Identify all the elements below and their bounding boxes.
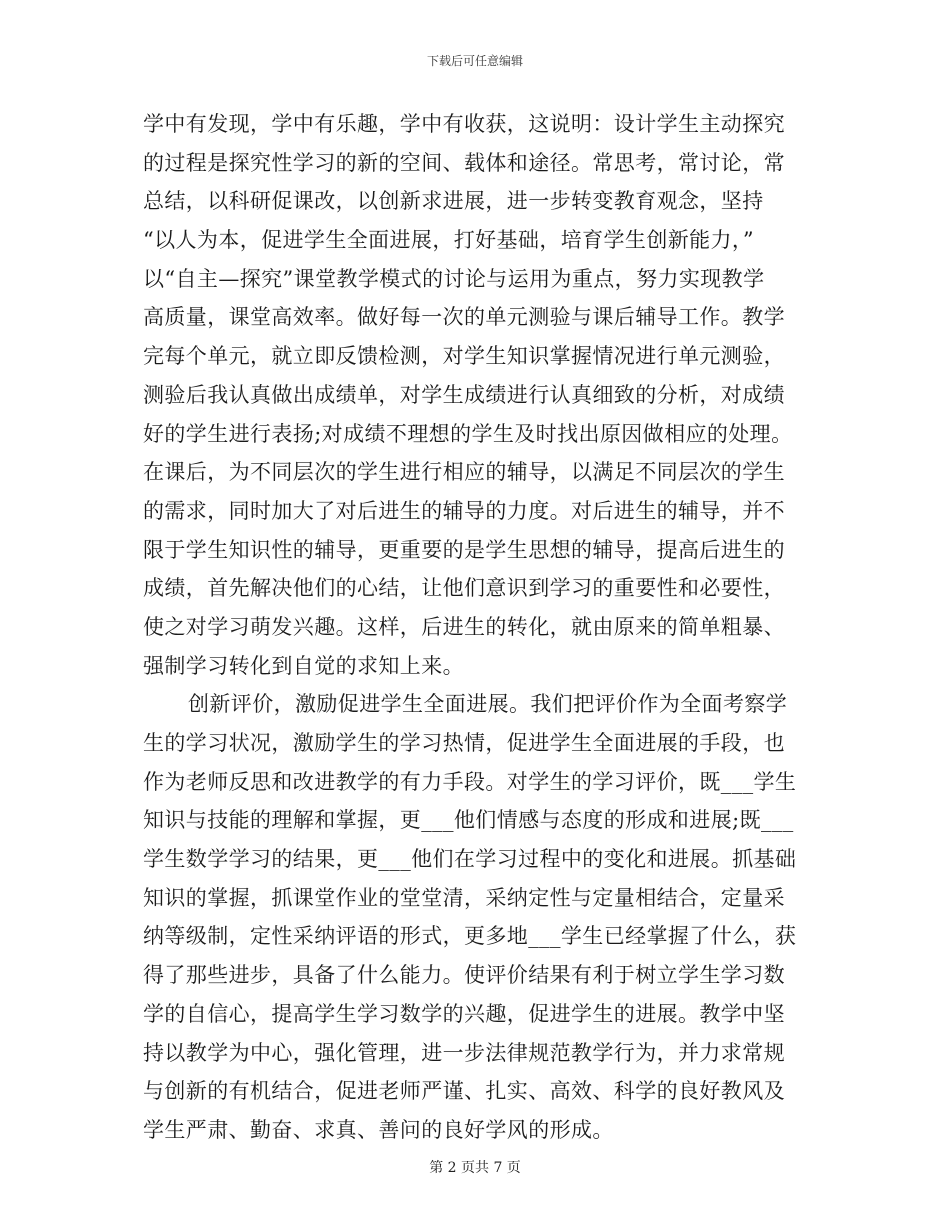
text-line: 得了那些进步，具备了什么能力。使评价结果有利于树立学生学习数 bbox=[143, 963, 785, 988]
text-line: “以人为本，促进学生全面进展，打好基础，培育学生创新能力，” bbox=[143, 228, 754, 253]
text-line: 知识与技能的理解和掌握，更___他们情感与态度的形成和进展;既___ bbox=[143, 808, 794, 833]
text-line: 学的自信心，提高学生学习数学的兴趣，促进学生的进展。教学中坚 bbox=[143, 1001, 785, 1026]
paragraph-start-line: 创新评价，激励促进学生全面进展。我们把评价作为全面考察学 bbox=[188, 692, 788, 717]
text-line: 限于学生知识性的辅导，更重要的是学生思想的辅导，提高后进生的 bbox=[143, 537, 785, 562]
text-line: 以“自主—探究”课堂教学模式的讨论与运用为重点，努力实现教学 bbox=[143, 266, 765, 291]
text-line: 纳等级制，定性采纳评语的形式，更多地___学生已经掌握了什么，获 bbox=[143, 924, 797, 949]
text-line: 学生数学学习的结果，更___他们在学习过程中的变化和进展。抓基础 bbox=[143, 847, 797, 872]
text-line: 使之对学习萌发兴趣。这样，后进生的转化，就由原来的简单粗暴、 bbox=[143, 614, 785, 639]
text-line: 学中有发现，学中有乐趣，学中有收获，这说明：设计学生主动探究 bbox=[143, 112, 785, 136]
page-footer: 第 2 页共 7 页 bbox=[429, 1160, 521, 1176]
text-line: 在课后，为不同层次的学生进行相应的辅导，以满足不同层次的学生 bbox=[143, 460, 785, 485]
text-line: 知识的掌握，抓课堂作业的堂堂清，采纳定性与定量相结合，定量采 bbox=[143, 885, 785, 910]
text-line: 总结，以科研促课改，以创新求进展，进一步转变教育观念，坚持 bbox=[143, 189, 764, 214]
text-line: 持以教学为中心，强化管理，进一步法律规范教学行为，并力求常规 bbox=[143, 1040, 785, 1065]
document-body bbox=[143, 105, 811, 1150]
text-line: 与创新的有机结合，促进老师严谨、扎实、高效、科学的良好教风及 bbox=[143, 1079, 785, 1104]
text-line: 的过程是探究性学习的新的空间、载体和途径。常思考，常讨论，常 bbox=[143, 150, 785, 175]
text-line: 学生严肃、勤奋、求真、善问的良好学风的形成。 bbox=[143, 1117, 614, 1142]
text-line: 测验后我认真做出成绩单，对学生成绩进行认真细致的分析，对成绩 bbox=[143, 382, 785, 407]
text-line: 好的学生进行表扬;对成绩不理想的学生及时找出原因做相应的处理。 bbox=[143, 421, 793, 446]
text-line: 成绩，首先解决他们的心结，让他们意识到学习的重要性和必要性， bbox=[143, 576, 785, 601]
text-line: 作为老师反思和改进教学的有力手段。对学生的学习评价，既___学生 bbox=[143, 769, 797, 794]
text-line: 生的学习状况，激励学生的学习热情，促进学生全面进展的手段，也 bbox=[143, 731, 785, 755]
text-line: 完每个单元，就立即反馈检测，对学生知识掌握情况进行单元测验， bbox=[143, 344, 785, 369]
text-line: 高质量，课堂高效率。做好每一次的单元测验与课后辅导工作。教学 bbox=[143, 305, 785, 330]
text-line: 强制学习转化到自觉的求知上来。 bbox=[143, 653, 464, 678]
page-header: 下载后可任意编辑 bbox=[426, 54, 523, 68]
text-line: 的需求，同时加大了对后进生的辅导的力度。对后进生的辅导，并不 bbox=[143, 498, 785, 523]
